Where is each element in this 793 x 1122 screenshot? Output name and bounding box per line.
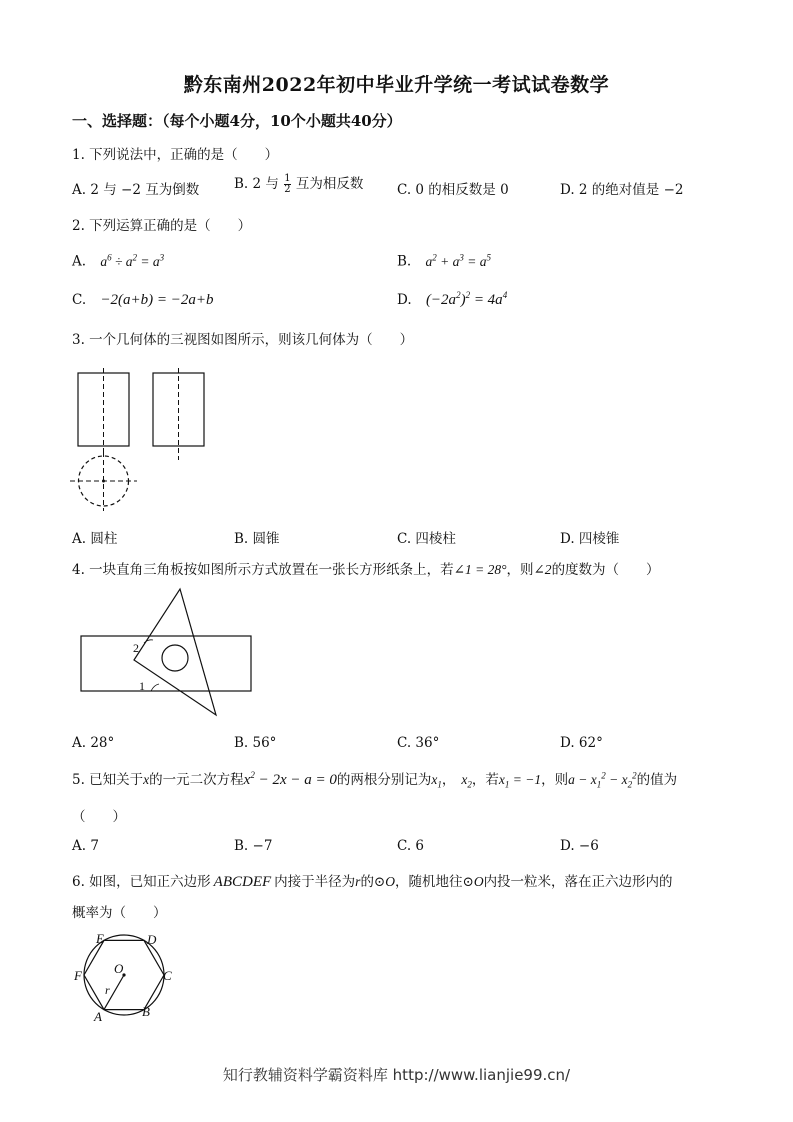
question-1-stem: 1. 下列说法中，正确的是（ ） <box>72 147 279 163</box>
question-5-option-b: B. −7 <box>234 838 273 854</box>
question-2-option-b: B. $a^2 + a^3 = a^5$ <box>397 252 492 270</box>
question-6-stem-line-1: 6. 如图，已知正六边形 ABCDEF 内接于半径为r的⊙O，随机地往⊙O内投一粒米，落在正六边形内的 <box>72 874 673 890</box>
question-4-option-a: A. 28° <box>72 735 115 751</box>
footer-watermark: 知行教辅资料学霸资料库 http://www.lianjie99.cn/ <box>222 1066 571 1084</box>
vertex-label-c: C <box>163 968 172 983</box>
question-1-option-c: C. 0 的相反数是 0 <box>397 182 509 198</box>
question-3-option-d: D. 四棱锥 <box>560 531 620 547</box>
triangle-strip-figure <box>78 585 258 720</box>
question-3-option-c: C. 四棱柱 <box>397 531 456 547</box>
question-3-option-a: A. 圆柱 <box>72 531 118 547</box>
question-3-stem: 3. 一个几何体的三视图如图所示，则该几何体为（ ） <box>72 332 414 348</box>
question-6-stem-line-2: 概率为（ ） <box>72 905 167 921</box>
angle-1-label: 1 <box>139 679 145 693</box>
question-2-option-d: D. $(-2a^2)^2 = 4a^4$ <box>397 290 508 308</box>
question-4-option-d: D. 62° <box>560 735 603 751</box>
question-3-option-b: B. 圆锥 <box>234 531 280 547</box>
question-2-option-c: C. −2(a+b) = −2a+b <box>72 292 214 308</box>
question-2-option-a: A. $a^6 \div a^2 = a^3$ <box>72 252 165 270</box>
question-5-answer-blank: （ ） <box>72 809 126 825</box>
vertex-label-e: E <box>96 931 104 946</box>
top-view-center-dot <box>102 480 105 483</box>
paper-strip <box>81 636 251 691</box>
set-square-triangle <box>134 589 216 715</box>
question-4-option-b: B. 56° <box>234 735 277 751</box>
section-heading: 一、选择题：（每个小题4分，10个小题共40分） <box>72 112 402 130</box>
set-square-hole <box>162 645 188 671</box>
question-5-option-d: D. −6 <box>560 838 599 854</box>
question-1-option-b: B. 2 与 $\frac{1}{2}$ 互为相反数 <box>234 173 364 195</box>
question-5-stem: 5. 已知关于x的一元二次方程$x^2 - 2x - a = 0$的两根分别记为$x_1$， $x_2$，若$x_1 = -1$，则$a - x_1^2 - x_2^2$的值为 <box>72 770 678 790</box>
vertex-label-b: B <box>142 1004 150 1019</box>
angle-2-label: 2 <box>133 641 139 655</box>
paper-title: 黔东南州2022年初中毕业升学统一考试试卷数学 <box>183 74 610 96</box>
vertex-label-a: A <box>94 1009 102 1024</box>
question-5-option-c: C. 6 <box>397 838 425 854</box>
question-1-option-d: D. 2 的绝对值是 −2 <box>560 182 684 198</box>
question-2-stem: 2. 下列运算正确的是（ ） <box>72 218 252 234</box>
question-4-option-c: C. 36° <box>397 735 440 751</box>
angle-1-arc <box>151 684 159 691</box>
three-views-figure <box>70 368 220 513</box>
hexagon-circle-figure <box>72 928 182 1028</box>
fraction-one-half: $\frac{1}{2}$ <box>284 173 291 195</box>
center-label-o: O <box>114 961 124 976</box>
question-1-option-a: A. 2 与 −2 互为倒数 <box>72 182 200 198</box>
question-4-stem: 4. 一块直角三角板按如图所示方式放置在一张长方形纸条上，若∠1 = 28°，则∠2的度数为（ ） <box>72 562 660 578</box>
question-5-option-a: A. 7 <box>72 838 99 854</box>
vertex-label-f: F <box>74 968 82 983</box>
radius-label-r: r <box>105 983 110 997</box>
vertex-label-d: D <box>147 932 157 947</box>
